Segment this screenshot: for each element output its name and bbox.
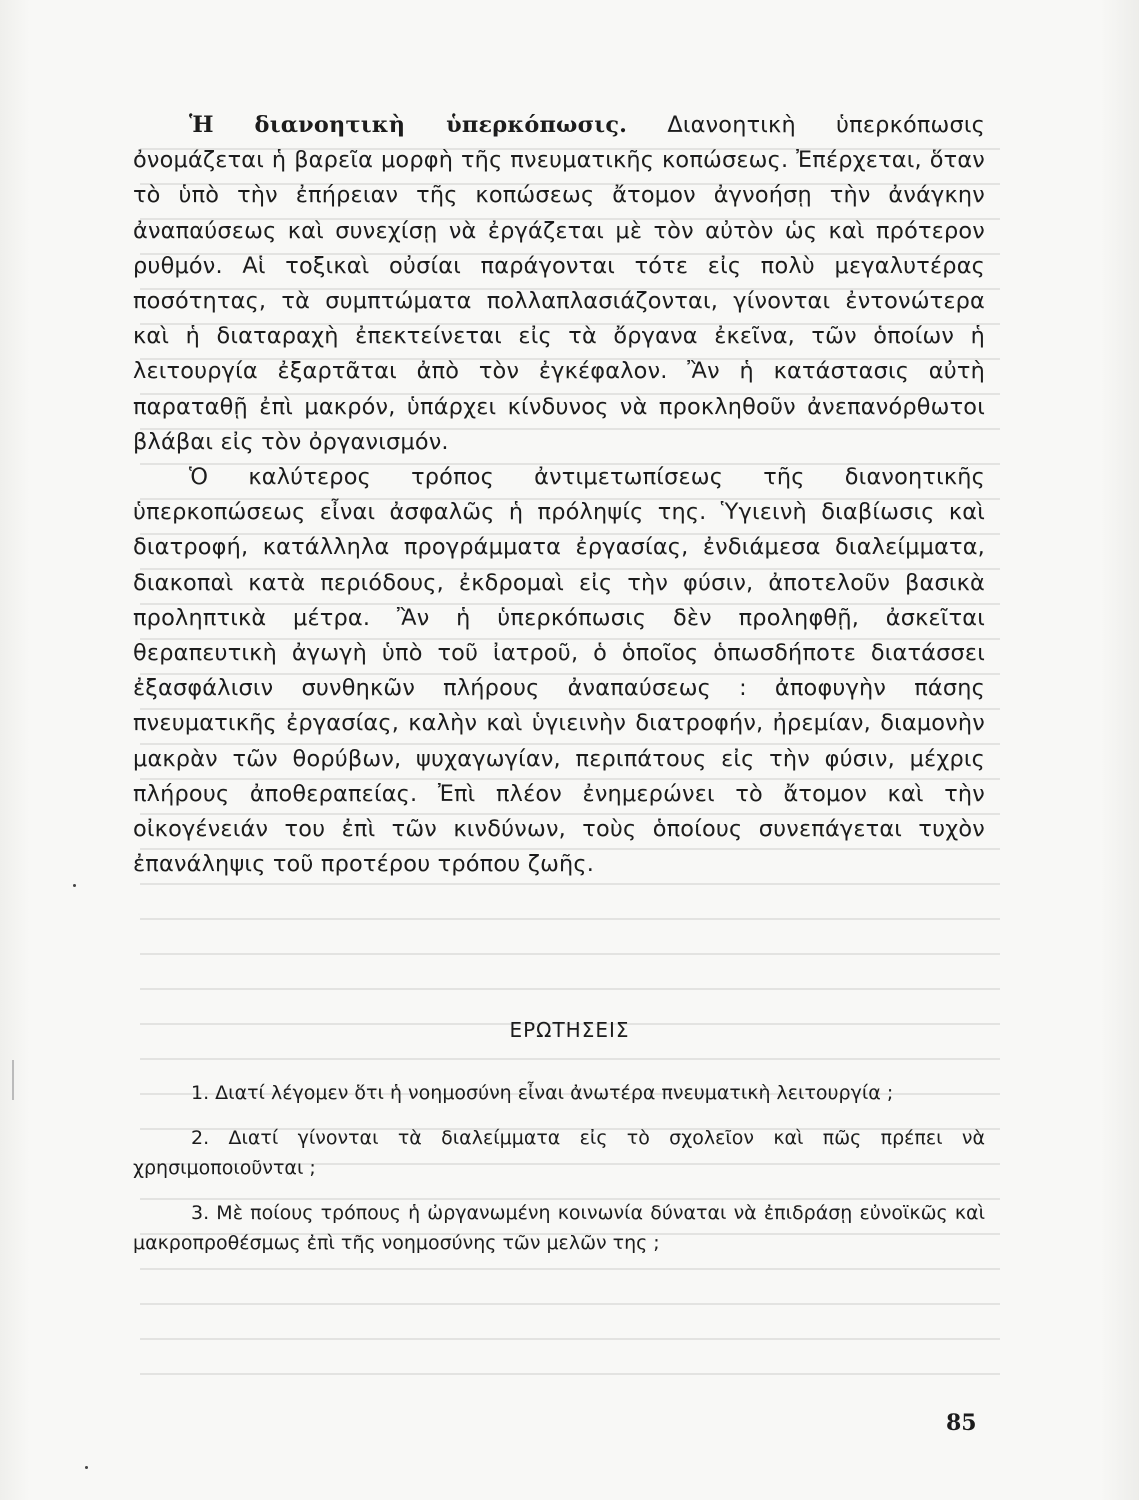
questions-title: ΕΡΩΤΗΣΕΙΣ xyxy=(509,1018,630,1042)
paragraph-1 xyxy=(133,108,985,460)
question-1: 1. Διατί λέγομεν ὅτι ἡ νοημοσύνη εἶναι ἀνωτέρα πνευματικὴ λειτουργία ; xyxy=(191,1082,894,1104)
main-text xyxy=(133,108,985,882)
section-heading: Ἡ διανοητικὴ ὑπερκόπωσις. xyxy=(189,112,628,138)
questions-list xyxy=(133,1078,985,1273)
question-3: 3. Μὲ ποίους τρόπους ἡ ὠργανωμένη κοινωνία δύναται νὰ ἐπιδράσῃ εὐνοϊκῶς καὶ μακροπροθέσμως ἐπὶ τῆς νοημοσύνης τῶν μελῶν της ; xyxy=(133,1202,985,1254)
page-number: 85 xyxy=(946,1410,977,1436)
paragraph-2: Ὁ καλύτερος τρόπος ἀντιμετωπίσεως τῆς διανοητικῆς ὑπερκοπώσεως εἶναι ἀσφαλῶς ἡ πρόληψίς της. Ὑγιεινὴ διαβίωσις καὶ διατροφή, κατάλληλα προγράμματα ἐργασίας, ἐνδιάμεσα διαλείμματα, διακοπαὶ κατὰ περιόδους, ἐκδρομαὶ εἰς τὴν φύσιν, ἀποτελοῦν βασικὰ προληπτικὰ μέτρα. Ἂν ἡ ὑπερκόπωσις δὲν προληφθῇ, ἀσκεῖται θεραπευτικὴ ἀγωγὴ ὑπὸ τοῦ ἰατροῦ, ὁ ὁποῖος ὁπωσδήποτε διατάσσει ἐξασφάλισιν συνθηκῶν πλήρους ἀναπαύσεως : ἀποφυγὴν πάσης πνευματικῆς ἐργασίας, καλὴν καὶ ὑγιεινὴν διατροφήν, ἠρεμίαν, διαμονὴν μακρὰν τῶν θορύβων, ψυχαγωγίαν, περιπάτους εἰς τὴν φύσιν, μέχρις πλήρους ἀποθεραπείας. Ἐπὶ πλέον ἐνημερώνει τὸ ἄτομον καὶ τὴν οἰκογένειάν του ἐπὶ τῶν κινδύνων, τοὺς ὁποίους συνεπάγεται τυχὸν ἐπανάληψις τοῦ προτέρου τρόπου ζωῆς. xyxy=(133,464,985,878)
paragraph-1-body: Διανοητικὴ ὑπερκόπωσις ὀνομάζεται ἡ βαρεῖα μορφὴ τῆς πνευματικῆς κοπώσεως. Ἐπέρχεται, ὅταν τὸ ὑπὸ τὴν ἐπήρειαν τῆς κοπώσεως ἄτομον ἀγνοήσῃ τὴν ἀνάγκην ἀναπαύσεως καὶ συνεχίσῃ νὰ ἐργάζεται μὲ τὸν αὐτὸν ὡς καὶ πρότερον ρυθμόν. Αἱ τοξικαὶ οὐσίαι παράγονται τότε εἰς πολὺ μεγαλυτέρας ποσότητας, τὰ συμπτώματα πολλαπλασιάζονται, γίνονται ἐντονώτερα καὶ ἡ διαταραχὴ ἐπεκτείνεται εἰς τὰ ὄργανα ἐκεῖνα, τῶν ὁποίων ἡ λειτουργία ἐξαρτᾶται ἀπὸ τὸν ἐγκέφαλον. Ἂν ἡ κατάστασις αὐτὴ παραταθῇ ἐπὶ μακρόν, ὑπάρχει κίνδυνος νὰ προκληθοῦν ἀνεπανόρθωτοι βλάβαι εἰς τὸν ὀργανισμόν. xyxy=(133,112,985,455)
question-2: 2. Διατί γίνονται τὰ διαλείμματα εἰς τὸ σχολεῖον καὶ πῶς πρέπει νὰ χρησιμοποιοῦνται ; xyxy=(133,1127,985,1179)
